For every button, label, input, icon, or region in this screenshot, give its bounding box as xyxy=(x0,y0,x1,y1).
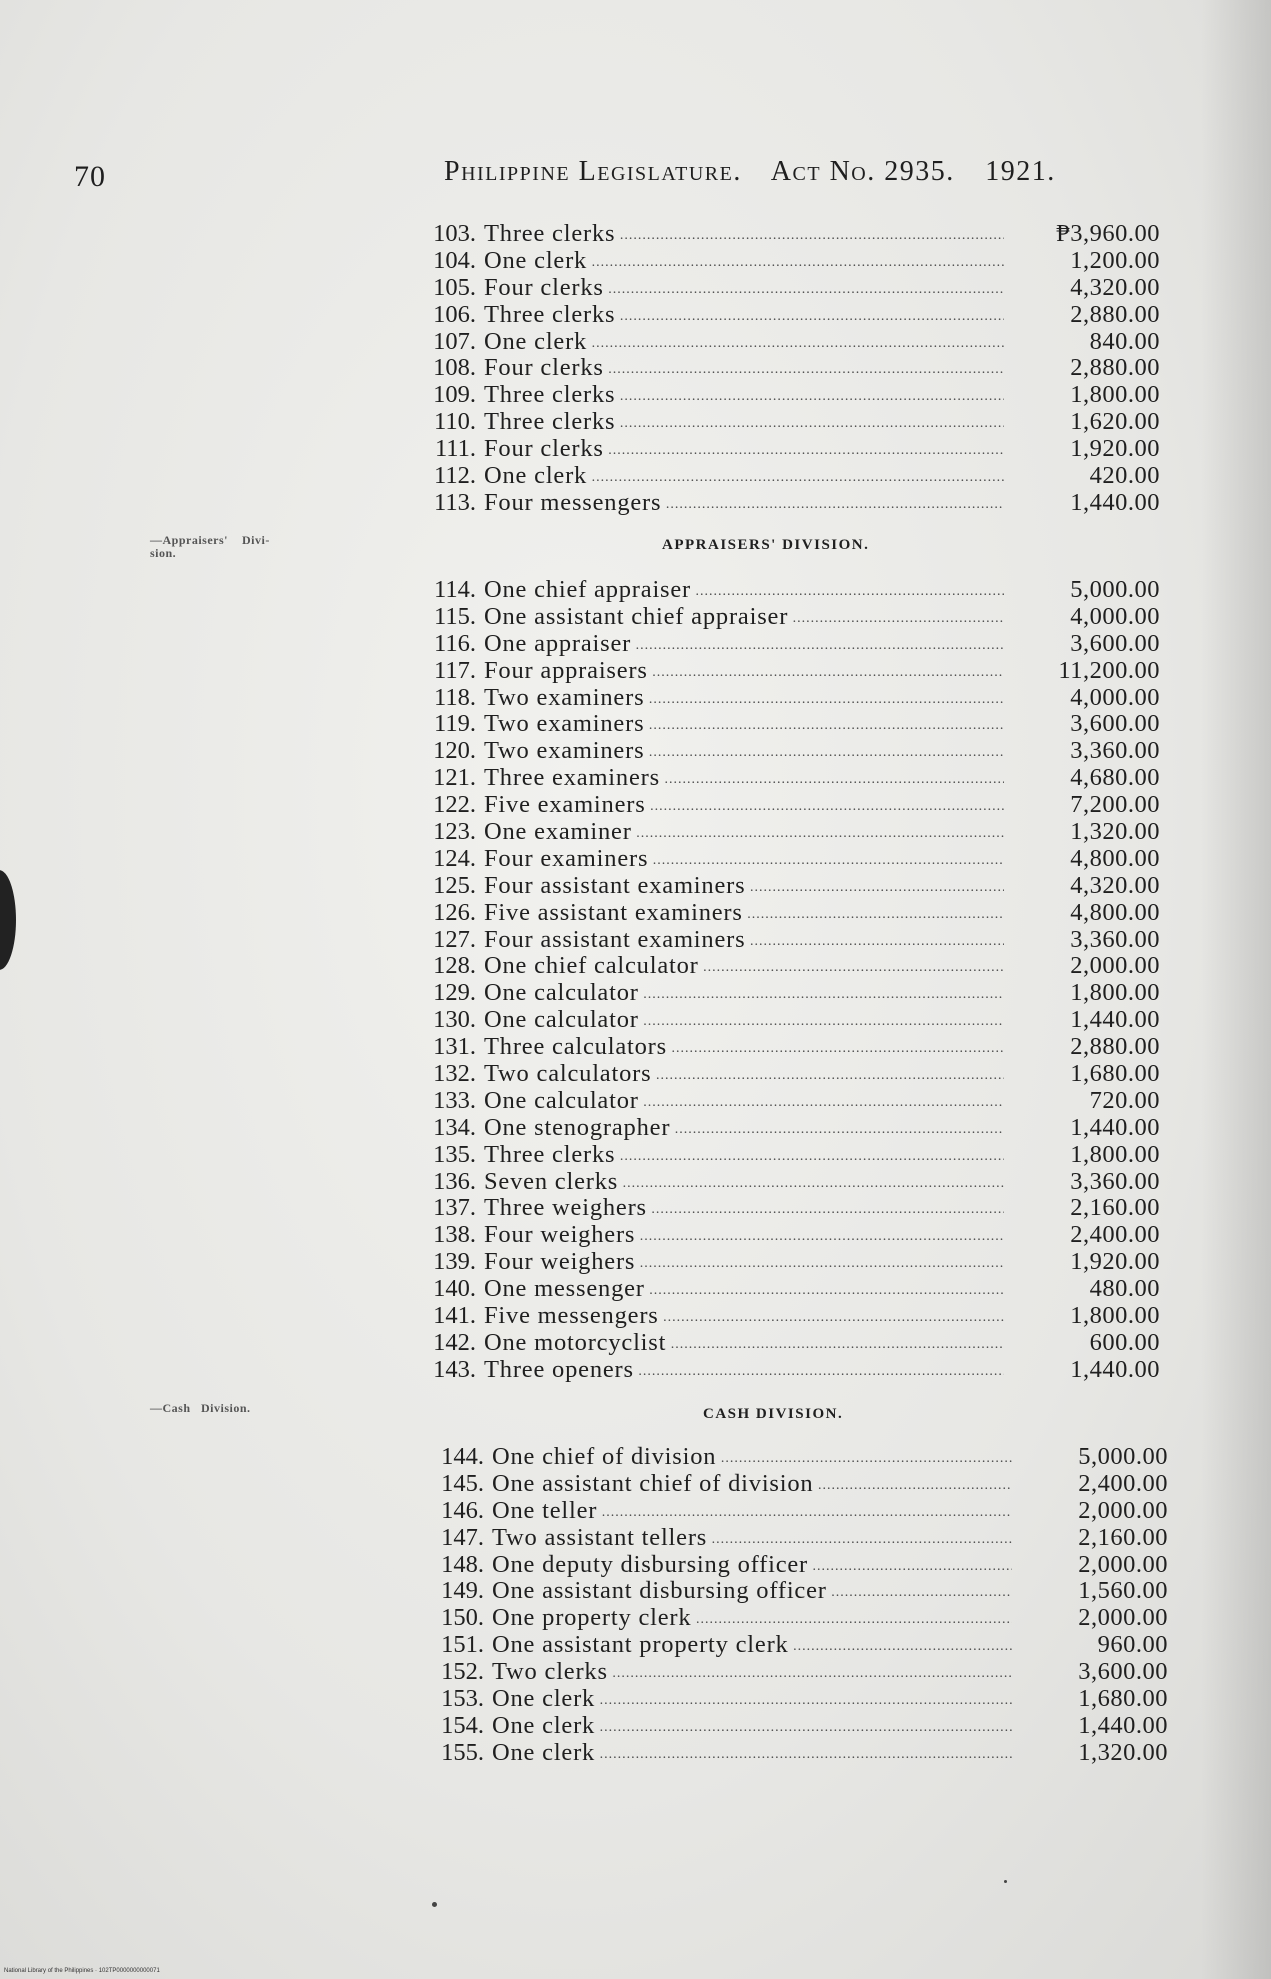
item-amount: 4,800.00 xyxy=(1070,898,1160,926)
item-description: Three calculators ..... xyxy=(484,1033,1004,1062)
item-number: 149. xyxy=(441,1577,484,1605)
appropriation-item xyxy=(418,274,1170,301)
margin-note-cash: —Cash Division. xyxy=(150,1401,251,1415)
item-amount: 1,560.00 xyxy=(1078,1577,1168,1605)
item-description: Three weighers ..... xyxy=(484,1194,1004,1223)
appropriation-item xyxy=(418,1221,1170,1248)
item-description: Two calculators ..... xyxy=(484,1060,1004,1089)
item-amount: 5,000.00 xyxy=(1078,1443,1168,1470)
item-description: Five assistant examiners ..... xyxy=(484,899,1004,928)
item-description: One chief of division ..... xyxy=(492,1443,1012,1472)
item-amount: 1,800.00 xyxy=(1070,381,1160,409)
heading-appraisers-division: APPRAISERS' DIVISION. xyxy=(662,537,870,553)
item-description: Three clerks ..... xyxy=(484,220,1004,249)
running-head-act: Act No. 2935. xyxy=(770,156,955,187)
item-number: 111. xyxy=(434,435,476,463)
item-description: One calculator ..... xyxy=(484,1006,1004,1035)
item-amount: 2,000.00 xyxy=(1070,952,1160,980)
item-amount: 1,800.00 xyxy=(1070,1140,1160,1168)
appropriation-list-top xyxy=(418,220,1170,516)
item-amount: 1,440.00 xyxy=(1070,488,1160,516)
item-description: Three examiners ..... xyxy=(484,764,1004,793)
appropriation-item xyxy=(418,1248,1170,1275)
scan-speck xyxy=(432,1902,437,1907)
item-description: One chief calculator ..... xyxy=(484,952,1004,981)
appropriation-item xyxy=(418,1141,1170,1168)
running-head xyxy=(444,156,1078,188)
item-amount: 2,880.00 xyxy=(1070,1033,1160,1061)
item-description: Four clerks ..... xyxy=(484,274,1004,303)
item-amount: 3,600.00 xyxy=(1070,710,1160,738)
item-amount: 2,400.00 xyxy=(1070,1221,1160,1249)
item-amount: 3,600.00 xyxy=(1070,629,1160,657)
appropriation-item xyxy=(426,1739,1178,1766)
item-description: One property clerk ..... xyxy=(492,1604,1012,1633)
item-amount: 2,400.00 xyxy=(1078,1469,1168,1497)
item-amount: 1,320.00 xyxy=(1070,818,1160,846)
appropriation-item xyxy=(418,1060,1170,1087)
appropriation-item xyxy=(418,791,1170,818)
item-number: 142. xyxy=(433,1328,476,1356)
item-amount: 2,160.00 xyxy=(1078,1523,1168,1551)
appropriation-item xyxy=(418,979,1170,1006)
item-amount: 11,200.00 xyxy=(1058,656,1160,684)
item-amount: 5,000.00 xyxy=(1070,576,1160,603)
item-number: 144. xyxy=(441,1443,484,1470)
item-amount: 600.00 xyxy=(1089,1328,1160,1356)
item-number: 132. xyxy=(433,1060,476,1088)
appropriation-item xyxy=(426,1685,1178,1712)
appropriation-item xyxy=(418,818,1170,845)
appropriation-item xyxy=(418,576,1170,603)
item-number: 140. xyxy=(433,1275,476,1303)
item-number: 103. xyxy=(433,220,476,247)
item-amount: 960.00 xyxy=(1097,1631,1168,1659)
item-description: One chief appraiser ..... xyxy=(484,576,1004,605)
appropriation-item xyxy=(418,872,1170,899)
item-number: 153. xyxy=(441,1685,484,1713)
scan-blemish xyxy=(0,870,16,970)
item-amount: 1,440.00 xyxy=(1070,1355,1160,1383)
item-number: 125. xyxy=(433,871,476,899)
item-description: Three clerks ..... xyxy=(484,408,1004,437)
item-amount: 4,320.00 xyxy=(1070,871,1160,899)
item-number: 108. xyxy=(433,354,476,382)
item-description: One examiner ..... xyxy=(484,818,1004,847)
item-amount: 1,800.00 xyxy=(1070,1302,1160,1330)
item-number: 106. xyxy=(433,300,476,328)
appropriation-item xyxy=(418,301,1170,328)
item-description: Four examiners ..... xyxy=(484,845,1004,874)
appropriation-item xyxy=(426,1631,1178,1658)
item-number: 131. xyxy=(433,1033,476,1061)
item-amount: 1,800.00 xyxy=(1070,979,1160,1007)
item-number: 109. xyxy=(433,381,476,409)
appropriation-item xyxy=(418,952,1170,979)
item-description: Seven clerks ..... xyxy=(484,1168,1004,1197)
item-description: Four appraisers ..... xyxy=(484,657,1004,686)
item-description: One motorcyclist ..... xyxy=(484,1329,1004,1358)
appropriation-item xyxy=(418,408,1170,435)
item-number: 148. xyxy=(441,1550,484,1578)
appropriation-item xyxy=(426,1712,1178,1739)
item-description: One appraiser ..... xyxy=(484,630,1004,659)
item-amount: 4,000.00 xyxy=(1070,602,1160,630)
appropriation-item xyxy=(426,1577,1178,1604)
appropriation-item xyxy=(418,462,1170,489)
appropriation-item xyxy=(418,1006,1170,1033)
appropriation-item xyxy=(418,247,1170,274)
appropriation-item xyxy=(426,1524,1178,1551)
appropriation-item xyxy=(418,1302,1170,1329)
scan-footer: National Library of the Philippines · 102TP0000000000071 xyxy=(4,1968,160,1974)
item-description: One clerk ..... xyxy=(492,1685,1012,1714)
item-number: 121. xyxy=(433,764,476,792)
item-amount: 1,620.00 xyxy=(1070,408,1160,436)
item-amount: 3,360.00 xyxy=(1070,925,1160,953)
appropriation-item xyxy=(418,603,1170,630)
item-number: 145. xyxy=(441,1469,484,1497)
appropriation-item xyxy=(418,657,1170,684)
appropriation-item xyxy=(426,1497,1178,1524)
item-amount: 2,000.00 xyxy=(1078,1496,1168,1524)
item-amount: 3,360.00 xyxy=(1070,737,1160,765)
item-number: 119. xyxy=(434,710,476,738)
item-number: 118. xyxy=(434,683,476,711)
item-description: Three clerks ..... xyxy=(484,381,1004,410)
margin-note-appraisers: —Appraisers' Divi- sion. xyxy=(150,533,270,560)
item-number: 117. xyxy=(434,656,476,684)
item-number: 146. xyxy=(441,1496,484,1524)
appropriation-item xyxy=(426,1604,1178,1631)
item-number: 130. xyxy=(433,1006,476,1034)
item-description: One teller ..... xyxy=(492,1497,1012,1526)
appropriation-item xyxy=(418,220,1170,247)
item-number: 116. xyxy=(434,629,476,657)
item-description: Four weighers ..... xyxy=(484,1221,1004,1250)
item-number: 137. xyxy=(433,1194,476,1222)
item-number: 138. xyxy=(433,1221,476,1249)
item-number: 152. xyxy=(441,1658,484,1686)
item-description: One deputy disbursing officer ..... xyxy=(492,1551,1012,1580)
item-number: 154. xyxy=(441,1711,484,1739)
appropriation-list-cash xyxy=(426,1443,1178,1766)
item-description: One messenger ..... xyxy=(484,1275,1004,1304)
item-amount: 1,920.00 xyxy=(1070,435,1160,463)
item-description: One clerk ..... xyxy=(484,462,1004,491)
item-number: 155. xyxy=(441,1738,484,1766)
item-number: 147. xyxy=(441,1523,484,1551)
item-number: 143. xyxy=(433,1355,476,1383)
appropriation-item xyxy=(418,435,1170,462)
item-amount: 1,920.00 xyxy=(1070,1248,1160,1276)
item-amount: 4,000.00 xyxy=(1070,683,1160,711)
appropriation-item xyxy=(418,381,1170,408)
item-number: 104. xyxy=(433,246,476,274)
item-description: Four assistant examiners ..... xyxy=(484,872,1004,901)
item-number: 107. xyxy=(433,327,476,355)
item-description: Four weighers ..... xyxy=(484,1248,1004,1277)
item-amount: 840.00 xyxy=(1089,327,1160,355)
item-description: Four clerks ..... xyxy=(484,435,1004,464)
item-number: 124. xyxy=(433,844,476,872)
item-description: Two clerks ..... xyxy=(492,1658,1012,1687)
appropriation-item xyxy=(418,1168,1170,1195)
appropriation-item xyxy=(426,1470,1178,1497)
appropriation-item xyxy=(418,737,1170,764)
appropriation-item xyxy=(418,489,1170,516)
item-amount: 3,360.00 xyxy=(1070,1167,1160,1195)
item-number: 129. xyxy=(433,979,476,1007)
item-number: 110. xyxy=(434,408,476,436)
item-amount: ₱3,960.00 xyxy=(1056,220,1160,247)
item-description: One calculator ..... xyxy=(484,979,1004,1008)
item-description: One assistant chief appraiser ..... xyxy=(484,603,1004,632)
item-amount: 2,160.00 xyxy=(1070,1194,1160,1222)
item-number: 126. xyxy=(433,898,476,926)
item-description: Five messengers ..... xyxy=(484,1302,1004,1331)
page-number: 70 xyxy=(74,160,106,193)
item-amount: 1,680.00 xyxy=(1078,1685,1168,1713)
item-amount: 720.00 xyxy=(1089,1086,1160,1114)
item-description: One calculator ..... xyxy=(484,1087,1004,1116)
item-description: One assistant property clerk ..... xyxy=(492,1631,1012,1660)
item-number: 133. xyxy=(433,1086,476,1114)
item-description: One assistant disbursing officer ..... xyxy=(492,1577,1012,1606)
item-amount: 4,680.00 xyxy=(1070,764,1160,792)
item-number: 136. xyxy=(433,1167,476,1195)
running-head-year: 1921. xyxy=(985,156,1056,187)
item-description: One clerk ..... xyxy=(484,247,1004,276)
item-description: Three clerks ..... xyxy=(484,1141,1004,1170)
item-number: 113. xyxy=(434,488,476,516)
running-head-legislature: Philippine Legislature. xyxy=(444,156,742,187)
item-number: 151. xyxy=(441,1631,484,1659)
item-number: 127. xyxy=(433,925,476,953)
appropriation-item xyxy=(418,1356,1170,1383)
appropriation-item xyxy=(418,630,1170,657)
item-amount: 3,600.00 xyxy=(1078,1658,1168,1686)
item-amount: 4,800.00 xyxy=(1070,844,1160,872)
appropriation-item xyxy=(418,1033,1170,1060)
item-amount: 7,200.00 xyxy=(1070,791,1160,819)
item-number: 128. xyxy=(433,952,476,980)
item-number: 135. xyxy=(433,1140,476,1168)
item-amount: 1,440.00 xyxy=(1070,1006,1160,1034)
item-description: Four assistant examiners ..... xyxy=(484,926,1004,955)
item-amount: 1,320.00 xyxy=(1078,1738,1168,1766)
appropriation-item xyxy=(418,1087,1170,1114)
page-edge-shadow xyxy=(1201,0,1271,1979)
item-amount: 4,320.00 xyxy=(1070,273,1160,301)
item-amount: 420.00 xyxy=(1089,462,1160,490)
appropriation-item xyxy=(418,1194,1170,1221)
item-amount: 1,440.00 xyxy=(1078,1711,1168,1739)
appropriation-item xyxy=(418,328,1170,355)
item-description: One clerk ..... xyxy=(492,1712,1012,1741)
item-description: Two examiners ..... xyxy=(484,737,1004,766)
appropriation-item xyxy=(418,684,1170,711)
item-number: 123. xyxy=(433,818,476,846)
item-description: One stenographer ..... xyxy=(484,1114,1004,1143)
appropriation-item xyxy=(418,354,1170,381)
item-number: 112. xyxy=(434,462,476,490)
appropriation-item xyxy=(418,1275,1170,1302)
item-amount: 2,000.00 xyxy=(1078,1604,1168,1632)
item-amount: 2,880.00 xyxy=(1070,300,1160,328)
appropriation-item xyxy=(418,1329,1170,1356)
appropriation-item xyxy=(426,1551,1178,1578)
appropriation-item xyxy=(418,764,1170,791)
appropriation-item xyxy=(418,710,1170,737)
item-description: Four clerks ..... xyxy=(484,354,1004,383)
item-amount: 1,200.00 xyxy=(1070,246,1160,274)
item-number: 139. xyxy=(433,1248,476,1276)
item-number: 141. xyxy=(433,1302,476,1330)
appropriation-item xyxy=(418,1114,1170,1141)
item-number: 120. xyxy=(433,737,476,765)
item-description: Five examiners ..... xyxy=(484,791,1004,820)
item-description: One clerk ..... xyxy=(492,1739,1012,1768)
item-amount: 1,680.00 xyxy=(1070,1060,1160,1088)
appropriation-item xyxy=(418,845,1170,872)
item-number: 122. xyxy=(433,791,476,819)
item-number: 134. xyxy=(433,1113,476,1141)
item-number: 115. xyxy=(434,602,476,630)
item-description: One clerk ..... xyxy=(484,328,1004,357)
item-amount: 2,000.00 xyxy=(1078,1550,1168,1578)
item-description: Two examiners ..... xyxy=(484,710,1004,739)
heading-cash-division: CASH DIVISION. xyxy=(703,1406,844,1422)
appropriation-item xyxy=(418,926,1170,953)
item-description: One assistant chief of division ..... xyxy=(492,1470,1012,1499)
item-description: Four messengers ..... xyxy=(484,489,1004,518)
item-description: Three openers ..... xyxy=(484,1356,1004,1385)
appropriation-item xyxy=(426,1658,1178,1685)
item-number: 105. xyxy=(433,273,476,301)
item-description: Three clerks ..... xyxy=(484,301,1004,330)
item-amount: 2,880.00 xyxy=(1070,354,1160,382)
item-number: 114. xyxy=(434,576,476,603)
appropriation-item xyxy=(418,899,1170,926)
scan-speck xyxy=(1004,1880,1007,1883)
item-number: 150. xyxy=(441,1604,484,1632)
item-description: Two assistant tellers ..... xyxy=(492,1524,1012,1553)
item-description: Two examiners ..... xyxy=(484,684,1004,713)
item-amount: 1,440.00 xyxy=(1070,1113,1160,1141)
appropriation-list-appraisers xyxy=(418,576,1170,1383)
appropriation-item xyxy=(426,1443,1178,1470)
item-amount: 480.00 xyxy=(1089,1275,1160,1303)
